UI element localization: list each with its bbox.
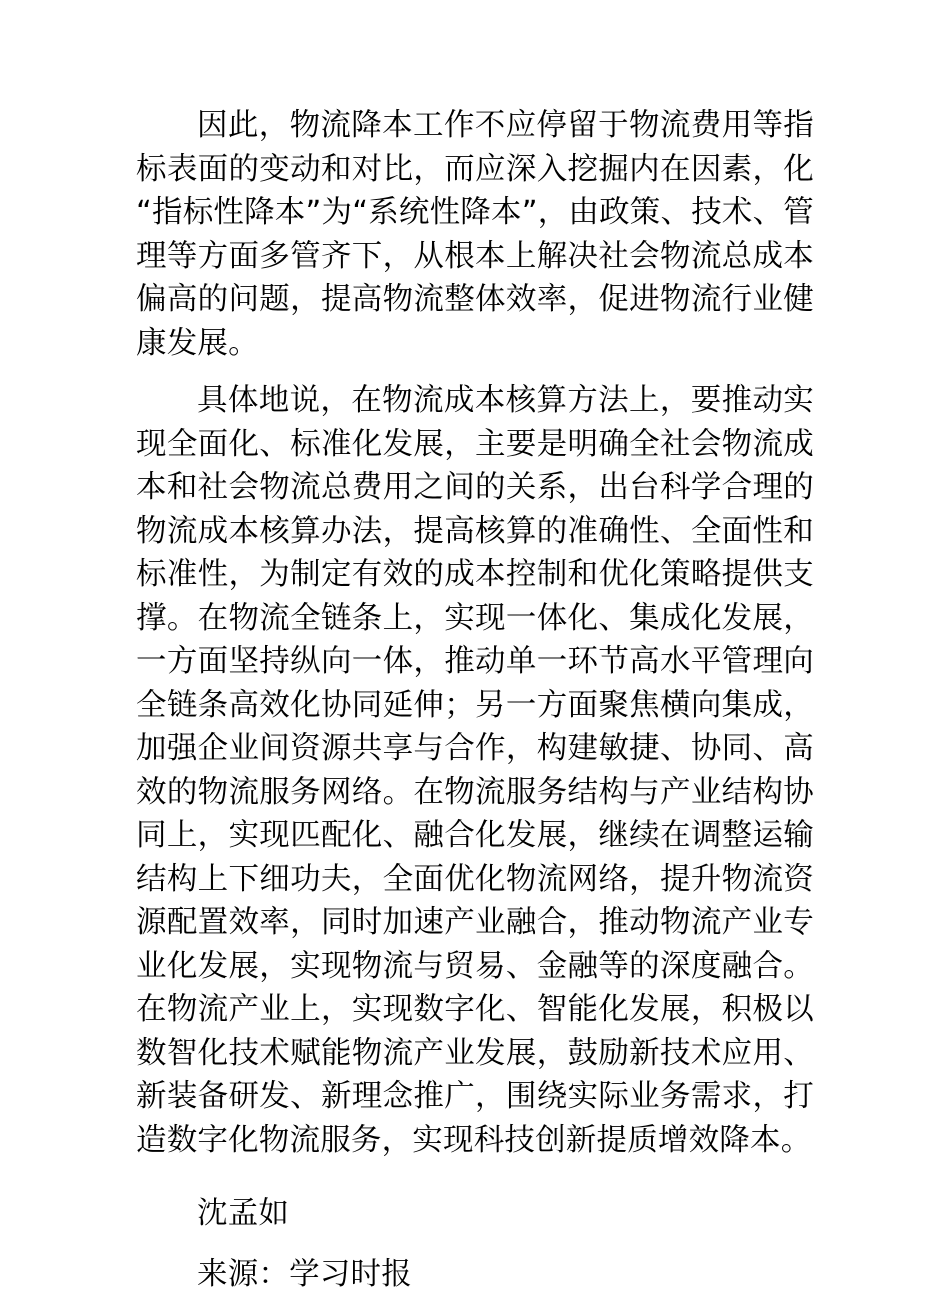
source-line: 来源：学习时报 (136, 1253, 814, 1296)
author-name: 沈孟如 (136, 1192, 814, 1236)
body-paragraph-2: 具体地说，在物流成本核算方法上，要推动实现全面化、标准化发展，主要是明确全社会物流成本和社会物流总费用之间的关系，出台科学合理的物流成本核算办法，提高核算的准确性、全面性和标准性，为制定有效的成本控制和优化策略提供支撑。在物流全链条上，实现一体化、集成化发展，一方面坚持纵向一体，推动单一环节高水平管理向全链条高效化协同延伸；另一方面聚焦横向集成，加强企业间资源共享与合作，构建敏捷、协同、高效的物流服务网络。在物流服务结构与产业结构协同上，实现匹配化、融合化发展，继续在调整运输结构上下细功夫，全面优化物流网络，提升物流资源配置效率，同时加速产业融合，推动物流产业专业化发展，实现物流与贸易、金融等的深度融合。在物流产业上，实现数字化、智能化发展，积极以数智化技术赋能物流产业发展，鼓励新技术应用、新装备研发、新理念推广，围绕实际业务需求，打造数字化物流服务，实现科技创新提质增效降本。 (136, 379, 814, 1162)
signature-block (136, 1192, 814, 1296)
body-paragraph-1: 因此，物流降本工作不应停留于物流费用等指标表面的变动和对比，而应深入挖掘内在因素，化“指标性降本”为“系统性降本”，由政策、技术、管理等方面多管齐下，从根本上解决社会物流总成本偏高的问题，提高物流整体效率，促进物流行业健康发展。 (136, 104, 814, 365)
document-text-column (136, 104, 814, 1296)
